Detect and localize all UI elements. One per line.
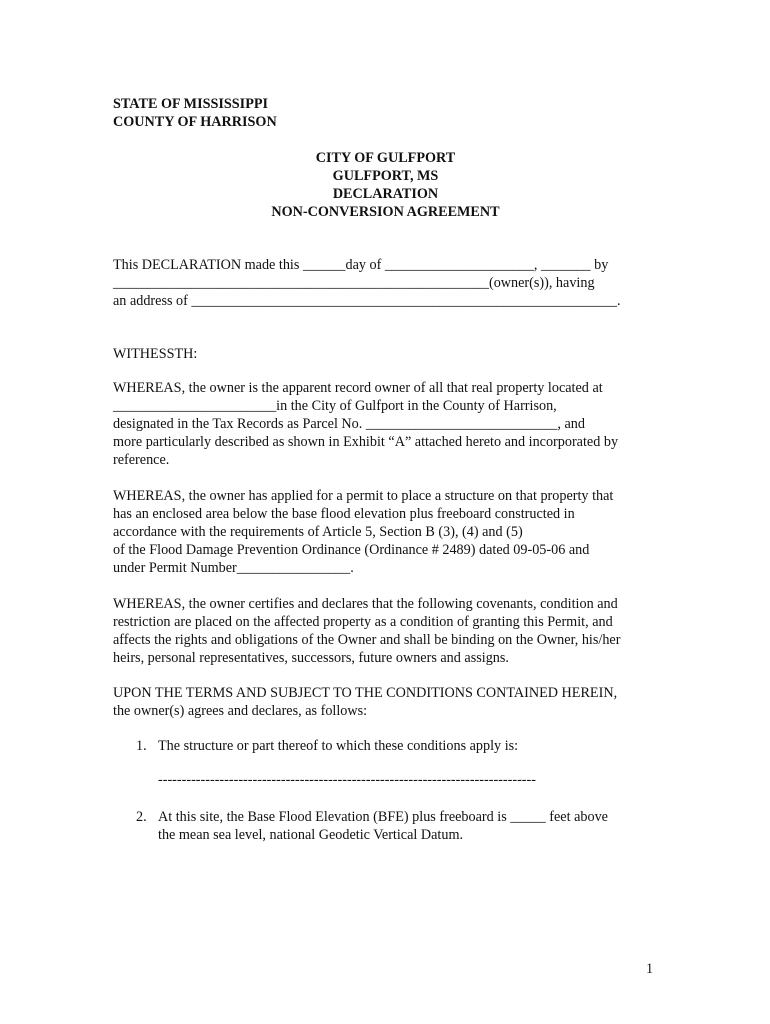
whereas1-line-4: more particularly described as shown in Exhibit “A” attached hereto and incorporated by <box>113 434 619 450</box>
terms-line-1: UPON THE TERMS AND SUBJECT TO THE CONDITIONS CONTAINED HEREIN, <box>113 685 618 701</box>
list-item-number: 2. <box>136 809 147 825</box>
document-title <box>113 149 658 221</box>
whereas3-line-4: heirs, personal representatives, successors, future owners and assigns. <box>113 650 509 666</box>
list-item-text <box>158 808 658 844</box>
state-line: STATE OF MISSISSIPPI <box>113 96 269 112</box>
whereas3-line-3: affects the rights and obligations of the Owner and shall be binding on the Owner, his/her <box>113 632 621 648</box>
list-item-line-1: At this site, the Base Flood Elevation (BFE) plus freeboard is _____ feet above <box>158 809 608 825</box>
list-item-line-2: the mean sea level, national Geodetic Vertical Datum. <box>158 827 464 843</box>
intro-paragraph <box>113 256 653 310</box>
witnesseth-heading: WITHESSTH: <box>113 346 198 362</box>
title-city: CITY OF GULFPORT <box>315 150 456 166</box>
intro-line-3: an address of ____________________________________________________________. <box>113 293 621 309</box>
whereas2-line-4: of the Flood Damage Prevention Ordinance (Ordinance # 2489) dated 09-05-06 and <box>113 542 590 558</box>
intro-line-2: _____________________________________________________(owner(s)), having <box>113 275 595 291</box>
whereas2-line-5: under Permit Number________________. <box>113 560 354 576</box>
terms-paragraph <box>113 684 653 720</box>
list-item-number: 1. <box>136 738 147 754</box>
jurisdiction-header <box>113 95 653 131</box>
county-line: COUNTY OF HARRISON <box>113 114 277 130</box>
whereas1-line-2: _______________________in the City of Gulfport in the County of Harrison, <box>113 398 557 414</box>
whereas2-line-1: WHEREAS, the owner has applied for a permit to place a structure on that property that <box>113 488 614 504</box>
dashed-fill-line: -------------------------------------------------------------------------------- <box>158 772 536 788</box>
title-location: GULFPORT, MS <box>332 168 439 184</box>
whereas1-line-1: WHEREAS, the owner is the apparent record owner of all that real property located at <box>113 380 603 396</box>
whereas1-line-3: designated in the Tax Records as Parcel No. ___________________________, and <box>113 416 585 432</box>
page-number: 1 <box>646 961 654 977</box>
whereas-paragraph-3 <box>113 595 653 667</box>
intro-line-1: This DECLARATION made this ______day of _____________________, _______ by <box>113 257 609 273</box>
whereas-paragraph-2 <box>113 487 653 577</box>
whereas3-line-2: restriction are placed on the affected property as a condition of granting this Permit, and <box>113 614 613 630</box>
whereas2-line-2: has an enclosed area below the base flood elevation plus freeboard constructed in <box>113 506 575 522</box>
whereas-paragraph-1 <box>113 379 653 469</box>
whereas1-line-5: reference. <box>113 452 170 468</box>
list-item-text: The structure or part thereof to which these conditions apply is: <box>158 738 519 754</box>
title-declaration: DECLARATION <box>332 186 439 202</box>
title-agreement: NON-CONVERSION AGREEMENT <box>271 204 500 220</box>
whereas3-line-1: WHEREAS, the owner certifies and declares that the following covenants, condition and <box>113 596 618 612</box>
terms-line-2: the owner(s) agrees and declares, as follows: <box>113 703 368 719</box>
whereas2-line-3: accordance with the requirements of Article 5, Section B (3), (4) and (5) <box>113 524 523 540</box>
